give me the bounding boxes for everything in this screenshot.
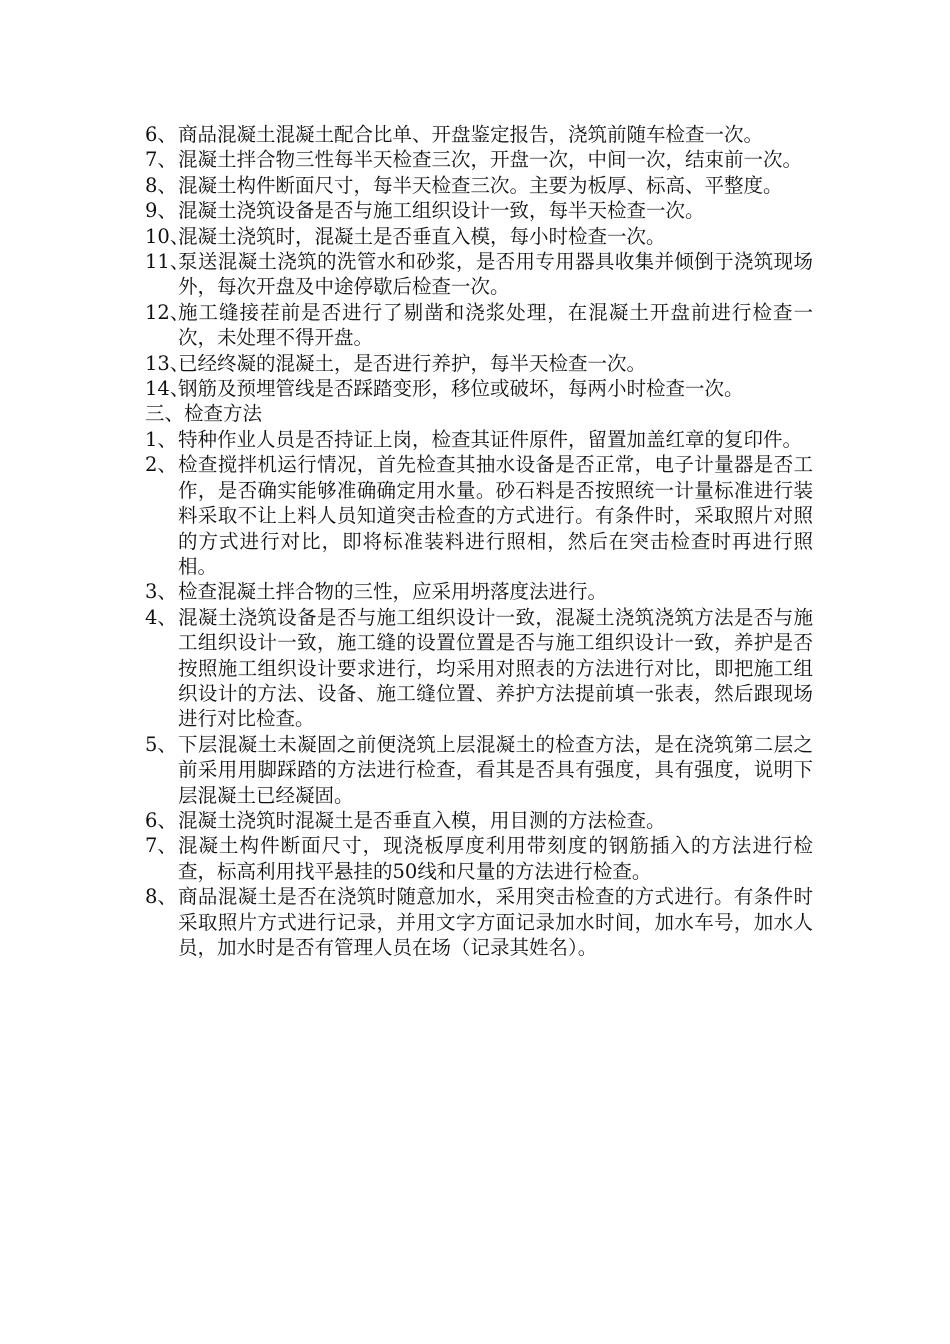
item-text: 下层混凝土未凝固之前便浇筑上层混凝土的检查方法，是在浇筑第二层之前采用用脚踩踏的方法进行检查，看其是否具有强度，具有强度，说明下层混凝土已经凝固。 <box>178 732 813 807</box>
item-text: 混凝土浇筑设备是否与施工组织设计一致，每半天检查一次。 <box>178 199 705 223</box>
item-text: 混凝土构件断面尺寸，每半天检查三次。主要为板厚、标高、平整度。 <box>178 173 783 197</box>
item-number: 8、 <box>145 173 177 197</box>
item-text: 施工缝接茬前是否进行了剔凿和浇浆处理，在混凝土开盘前进行检查一次，未处理不得开盘。 <box>178 300 813 350</box>
list-item <box>145 833 813 884</box>
item-text: 泵送混凝土浇筑的洗管水和砂浆，是否用专用器具收集并倾倒于浇筑现场外，每次开盘及中途停歇后检查一次。 <box>178 250 813 299</box>
item-number: 7、 <box>145 834 177 858</box>
item-number: 5、 <box>145 732 177 756</box>
item-text: 特种作业人员是否持证上岗，检查其证件原件，留置加盖红章的复印件。 <box>178 427 803 451</box>
item-text: 混凝土浇筑时，混凝土是否垂直入模，每小时检查一次。 <box>178 224 666 248</box>
list-item <box>145 605 813 732</box>
item-number: 2、 <box>145 453 177 477</box>
list-item <box>145 122 813 147</box>
item-text: 混凝土拌合物三性每半天检查三次，开盘一次，中间一次，结束前一次。 <box>178 148 803 172</box>
list-item <box>145 351 813 376</box>
item-number: 13、 <box>145 351 190 375</box>
list-item <box>145 249 813 300</box>
list-item <box>145 579 813 604</box>
item-text: 检查搅拌机运行情况，首先检查其抽水设备是否正常，电子计量器是否工作，是否确实能够准确确定用水量。砂石料是否按照统一计量标准进行装料采取不让上料人员知道突击检查的方式进行。有条件时，采取照片对照的方式进行对比，即将标准装料进行照相，然后在突击检查时再进行照相。 <box>178 453 813 578</box>
item-text: 已经终凝的混凝土，是否进行养护，每半天检查一次。 <box>178 351 647 375</box>
item-number: 9、 <box>145 199 177 223</box>
item-text: 检查混凝土拌合物的三性，应采用坍落度法进行。 <box>178 580 608 604</box>
list-item <box>145 147 813 172</box>
item-text: 商品混凝土混凝土配合比单、开盘鉴定报告，浇筑前随车检查一次。 <box>178 123 764 146</box>
item-text: 钢筋及预埋管线是否踩踏变形，移位或破坏，每两小时检查一次。 <box>178 377 744 401</box>
list-item <box>145 376 813 401</box>
item-number: 10、 <box>145 224 190 248</box>
item-number: 6、 <box>145 123 177 146</box>
list-item <box>145 427 813 452</box>
item-number: 14、 <box>145 377 190 401</box>
item-number: 3、 <box>145 580 177 604</box>
item-number: 8、 <box>145 885 177 909</box>
list-item <box>145 173 813 198</box>
item-text: 混凝土浇筑设备是否与施工组织设计一致，混凝土浇筑浇筑方法是否与施工组织设计一致，施工缝的设置位置是否与施工组织设计一致，养护是否按照施工组织设计要求进行，均采用对照表的方法进行对比，即把施工组织设计的方法、设备、施工缝位置、养护方法提前填一张表，然后跟现场进行对比检查。 <box>178 605 813 731</box>
item-number: 12、 <box>145 300 190 324</box>
list-item <box>145 884 813 960</box>
item-number: 6、 <box>145 808 177 832</box>
item-text: 商品混凝土是否在浇筑时随意加水，采用突击检查的方式进行。有条件时采取照片方式进行记录，并用文字方面记录加水时间，加水车号，加水人员，加水时是否有管理人员在场（记录其姓名）。 <box>178 885 813 959</box>
list-item <box>145 808 813 833</box>
item-number: 1、 <box>145 427 177 451</box>
document-body <box>145 122 813 960</box>
list-item <box>145 300 813 351</box>
list-item <box>145 224 813 249</box>
item-text: 混凝土构件断面尺寸，现浇板厚度利用带刻度的钢筋插入的方法进行检查，标高利用找平悬挂的50线和尺量的方法进行检查。 <box>178 834 813 883</box>
list-item <box>145 732 813 808</box>
item-text: 混凝土浇筑时混凝土是否垂直入模，用目测的方法检查。 <box>178 808 666 832</box>
item-number: 7、 <box>145 148 177 172</box>
section-heading: 三、检查方法 <box>145 402 263 426</box>
list-item <box>145 452 813 579</box>
item-number: 4、 <box>145 605 177 629</box>
list-item <box>145 198 813 223</box>
item-number: 11、 <box>145 250 190 274</box>
